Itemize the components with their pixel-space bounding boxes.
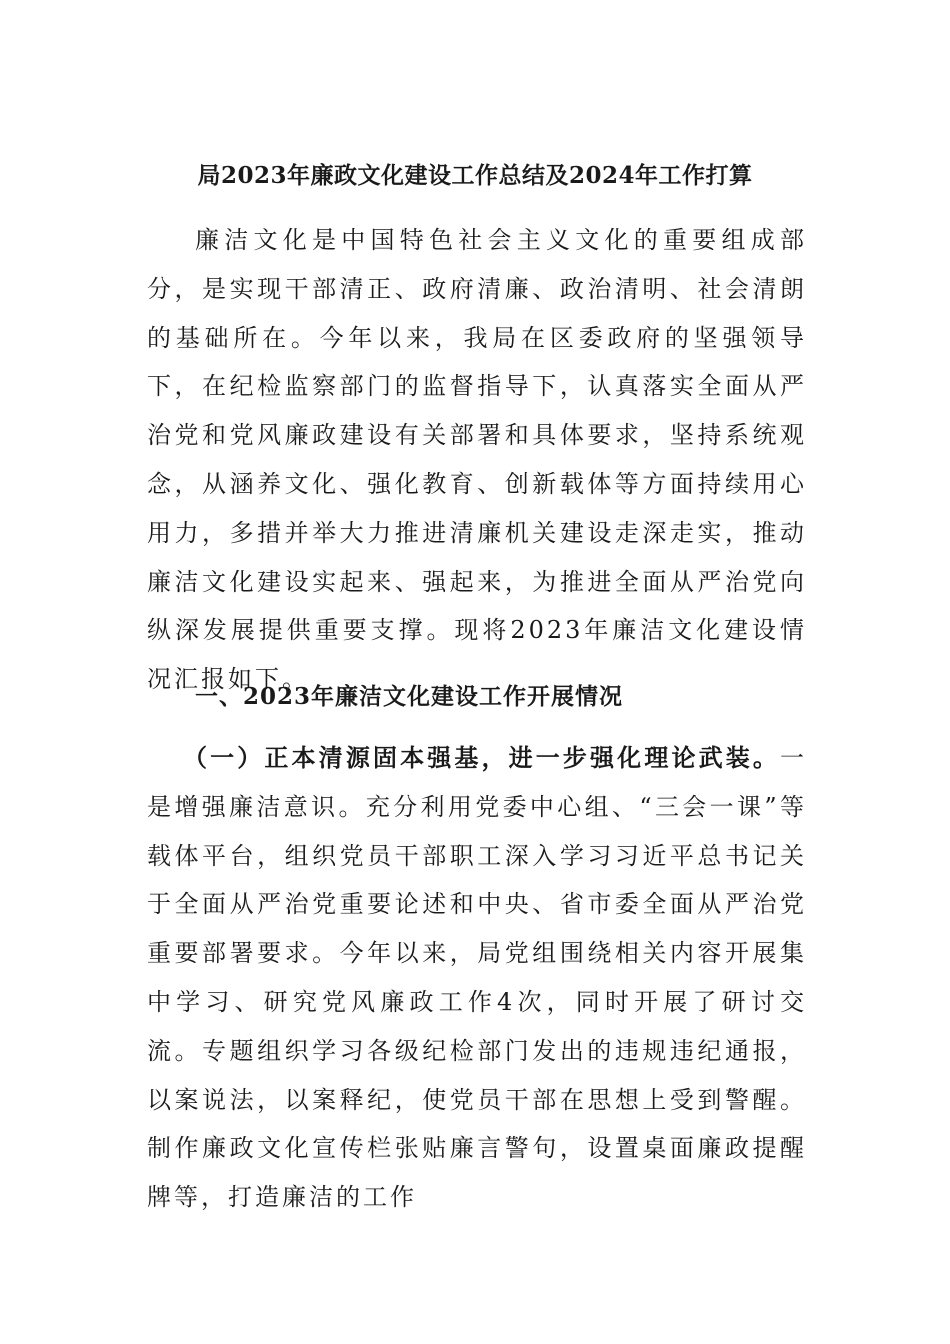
intro-paragraph: 廉洁文化是中国特色社会主义文化的重要组成部分，是实现干部清正、政府清廉、政治清明、社会清朗的基础所在。今年以来，我局在区委政府的坚强领导下，在纪检监察部门的监督指导下，认真落实全面从严治党和党风廉政建设有关部署和具体要求，坚持系统观念，从涵养文化、强化教育、创新载体等方面持续用心用力，多措并举大力推进清廉机关建设走深走实，推动廉洁文化建设实起来、强起来，为推进全面从严治党向纵深发展提供重要支撑。现将2023年廉洁文化建设情况汇报如下。 [147, 226, 807, 694]
section-heading: 一、2023年廉洁文化建设工作开展情况 [195, 683, 624, 710]
subsection-paragraph [147, 734, 807, 1222]
subsection-text: 一是增强廉洁意识。充分利用党委中心组、“三会一课”等载体平台，组织党员干部职工深入学习习近平总书记关于全面从严治党重要论述和中央、省市委全面从严治党重要部署要求。今年以来，局党组围绕相关内容开展集中学习、研究党风廉政工作4次，同时开展了研讨交流。专题组织学习各级纪检部门发出的违规违纪通报，以案说法，以案释纪，使党员干部在思想上受到警醒。制作廉政文化宣传栏张贴廉言警句，设置桌面廉政提醒牌等，打造廉洁的工作 [147, 744, 807, 1212]
subsection-lead: （一）正本清源固本强基，进一步强化理论武装。 [183, 743, 780, 772]
document-title: 局2023年廉政文化建设工作总结及2024年工作打算 [197, 162, 753, 189]
